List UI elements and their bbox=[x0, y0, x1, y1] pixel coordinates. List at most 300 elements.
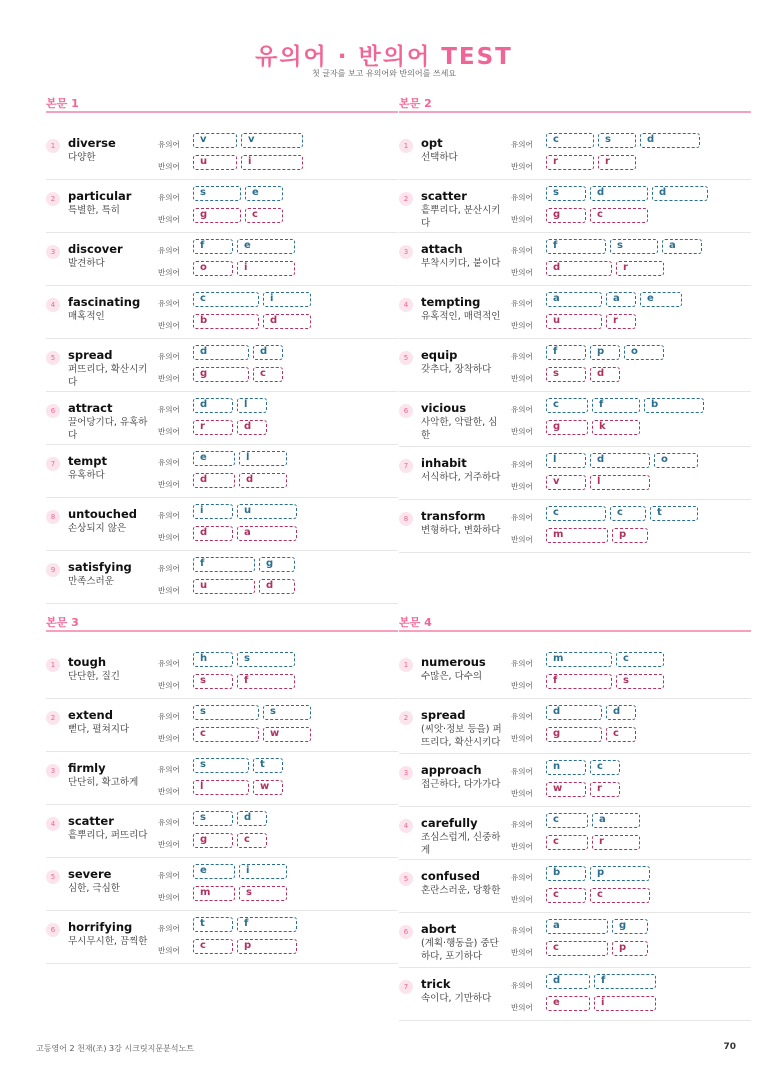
antonym-label: 반의어 bbox=[158, 480, 180, 489]
vocab-meaning: 서식하다, 거주하다 bbox=[421, 472, 501, 483]
synonym-answer-box[interactable]: a bbox=[546, 919, 608, 934]
antonym-label: 반의어 bbox=[158, 787, 180, 796]
antonym-answer-box[interactable]: d bbox=[193, 473, 235, 488]
synonym-answer-box[interactable]: a bbox=[592, 813, 640, 828]
antonym-label: 반의어 bbox=[511, 734, 533, 743]
antonym-answer-box[interactable]: u bbox=[193, 579, 255, 594]
synonym-answer-box[interactable]: a bbox=[606, 292, 636, 307]
antonym-answer-box[interactable]: r bbox=[616, 261, 664, 276]
synonym-answer-box[interactable]: i bbox=[239, 864, 287, 879]
synonym-label: 유의어 bbox=[511, 820, 533, 829]
antonym-answer-box[interactable]: f bbox=[237, 674, 295, 689]
synonym-answer-box[interactable]: l bbox=[546, 453, 586, 468]
antonym-boxes bbox=[546, 420, 640, 435]
synonym-label: 유의어 bbox=[511, 712, 533, 721]
synonym-boxes bbox=[193, 705, 311, 720]
antonym-answer-box[interactable]: r bbox=[598, 155, 636, 170]
page-number: 70 bbox=[723, 1042, 736, 1052]
antonym-answer-box[interactable]: c bbox=[546, 941, 608, 956]
antonym-boxes bbox=[193, 473, 287, 488]
section-title: 본문 2 bbox=[399, 97, 432, 110]
vocab-word: scatter bbox=[421, 189, 467, 203]
antonym-answer-box[interactable]: r bbox=[606, 314, 636, 329]
vocab-row bbox=[46, 180, 398, 233]
antonym-answer-box[interactable]: d bbox=[263, 314, 311, 329]
antonym-answer-box[interactable]: r bbox=[590, 782, 620, 797]
synonym-answer-box[interactable]: t bbox=[650, 506, 698, 521]
antonym-answer-box[interactable]: c bbox=[546, 835, 588, 850]
antonym-answer-box[interactable]: b bbox=[193, 314, 259, 329]
synonym-answer-box[interactable]: c bbox=[610, 506, 646, 521]
antonym-answer-box[interactable]: w bbox=[546, 782, 586, 797]
vocab-meaning: (계획·행동을) 중단하다, 포기하다 bbox=[421, 938, 499, 962]
antonym-answer-box[interactable]: g bbox=[193, 208, 241, 223]
synonym-answer-box[interactable]: c bbox=[546, 398, 588, 413]
item-number-badge: 5 bbox=[46, 351, 60, 365]
item-number-badge: 6 bbox=[399, 925, 413, 939]
item-number-badge: 6 bbox=[399, 404, 413, 418]
vocab-row bbox=[46, 551, 398, 604]
item-number-badge: 6 bbox=[46, 404, 60, 418]
antonym-answer-box[interactable]: r bbox=[546, 155, 594, 170]
synonym-label: 유의어 bbox=[158, 193, 180, 202]
antonym-answer-box[interactable]: d bbox=[546, 261, 612, 276]
vocab-word: diverse bbox=[68, 136, 116, 150]
synonym-label: 유의어 bbox=[158, 511, 180, 520]
vocab-word: inhabit bbox=[421, 456, 467, 470]
synonym-answer-box[interactable]: d bbox=[606, 705, 636, 720]
section-title: 본문 3 bbox=[46, 616, 79, 629]
antonym-label: 반의어 bbox=[158, 268, 180, 277]
synonym-answer-box[interactable]: d bbox=[193, 398, 233, 413]
synonym-answer-box[interactable]: g bbox=[612, 919, 648, 934]
vocab-word: attract bbox=[68, 401, 113, 415]
antonym-answer-box[interactable]: s bbox=[239, 886, 287, 901]
antonym-answer-box[interactable]: v bbox=[546, 475, 586, 490]
vocab-word: discover bbox=[68, 242, 123, 256]
vocab-meaning: 속이다, 기만하다 bbox=[421, 993, 492, 1004]
synonym-label: 유의어 bbox=[511, 513, 533, 522]
synonym-boxes bbox=[546, 652, 664, 667]
antonym-label: 반의어 bbox=[511, 948, 533, 957]
vocab-meaning: 흩뿌리다, 퍼뜨리다 bbox=[68, 830, 148, 841]
title-text: 유의어 · 반의어 TEST bbox=[255, 44, 513, 70]
antonym-answer-box[interactable]: a bbox=[237, 526, 297, 541]
antonym-boxes bbox=[546, 835, 640, 850]
synonym-answer-box[interactable]: e bbox=[245, 186, 283, 201]
synonym-answer-box[interactable]: l bbox=[239, 451, 287, 466]
synonym-answer-box[interactable]: f bbox=[546, 239, 606, 254]
vocab-word: spread bbox=[68, 348, 113, 362]
synonym-answer-box[interactable]: d bbox=[652, 186, 708, 201]
item-number-badge: 7 bbox=[46, 457, 60, 471]
antonym-boxes bbox=[546, 367, 620, 382]
vocab-row bbox=[399, 646, 751, 699]
item-number-badge: 5 bbox=[399, 872, 413, 886]
antonym-answer-box[interactable]: c bbox=[606, 727, 636, 742]
antonym-answer-box[interactable]: l bbox=[590, 475, 650, 490]
vocab-meaning: 혼란스러운, 당황한 bbox=[421, 885, 501, 896]
synonym-answer-box[interactable]: v bbox=[241, 133, 303, 148]
synonym-boxes bbox=[546, 919, 648, 934]
antonym-answer-box[interactable]: g bbox=[193, 833, 233, 848]
antonym-boxes bbox=[193, 674, 295, 689]
vocab-meaning: 뻗다, 펼쳐지다 bbox=[68, 724, 130, 735]
vocab-meaning: 단단히, 확고하게 bbox=[68, 777, 139, 788]
synonym-boxes bbox=[546, 398, 704, 413]
synonym-label: 유의어 bbox=[158, 765, 180, 774]
synonym-label: 유의어 bbox=[158, 299, 180, 308]
section-divider bbox=[46, 630, 398, 632]
synonym-answer-box[interactable]: h bbox=[193, 652, 233, 667]
antonym-answer-box[interactable]: d bbox=[590, 367, 620, 382]
antonym-answer-box[interactable]: u bbox=[193, 155, 237, 170]
synonym-label: 유의어 bbox=[511, 405, 533, 414]
antonym-answer-box[interactable]: c bbox=[590, 888, 650, 903]
vocab-word: attach bbox=[421, 242, 463, 256]
item-number-badge: 5 bbox=[46, 870, 60, 884]
synonym-label: 유의어 bbox=[158, 712, 180, 721]
item-number-badge: 4 bbox=[46, 817, 60, 831]
antonym-label: 반의어 bbox=[511, 1003, 533, 1012]
synonym-answer-box[interactable]: c bbox=[546, 813, 588, 828]
vocab-row bbox=[46, 392, 398, 445]
vocab-row bbox=[46, 233, 398, 286]
vocab-word: spread bbox=[421, 708, 466, 722]
antonym-answer-box[interactable]: g bbox=[546, 727, 602, 742]
synonym-answer-box[interactable]: d bbox=[237, 811, 267, 826]
antonym-answer-box[interactable]: o bbox=[193, 261, 233, 276]
vocab-meaning: 접근하다, 다가가다 bbox=[421, 779, 501, 790]
vocab-word: particular bbox=[68, 189, 132, 203]
vocab-meaning: 매혹적인 bbox=[68, 311, 105, 322]
synonym-answer-box[interactable]: b bbox=[546, 866, 586, 881]
synonym-answer-box[interactable]: d bbox=[590, 186, 648, 201]
synonym-answer-box[interactable]: u bbox=[237, 504, 297, 519]
vocab-row bbox=[46, 699, 398, 752]
synonym-answer-box[interactable]: e bbox=[237, 239, 295, 254]
section-divider bbox=[46, 111, 398, 113]
antonym-label: 반의어 bbox=[158, 427, 180, 436]
antonym-boxes bbox=[546, 475, 650, 490]
synonym-answer-box[interactable]: s bbox=[237, 652, 295, 667]
vocab-word: untouched bbox=[68, 507, 137, 521]
section-divider bbox=[399, 630, 751, 632]
synonym-answer-box[interactable]: f bbox=[594, 974, 656, 989]
antonym-answer-box[interactable]: c bbox=[253, 367, 283, 382]
section-spacer bbox=[46, 632, 398, 646]
synonym-label: 유의어 bbox=[511, 193, 533, 202]
vocab-meaning: 유혹적인, 매력적인 bbox=[421, 311, 501, 322]
antonym-label: 반의어 bbox=[511, 427, 533, 436]
synonym-answer-box[interactable]: l bbox=[237, 398, 267, 413]
vocab-row bbox=[399, 699, 751, 754]
vocab-word: scatter bbox=[68, 814, 114, 828]
section-spacer bbox=[399, 113, 751, 127]
antonym-boxes bbox=[193, 208, 283, 223]
synonym-answer-box[interactable]: e bbox=[640, 292, 682, 307]
vocab-row bbox=[399, 233, 751, 286]
synonym-answer-box[interactable]: o bbox=[654, 453, 698, 468]
synonym-answer-box[interactable]: p bbox=[590, 345, 620, 360]
item-number-badge: 2 bbox=[399, 711, 413, 725]
antonym-answer-box[interactable]: c bbox=[193, 939, 233, 954]
synonym-answer-box[interactable]: g bbox=[259, 557, 295, 572]
antonym-answer-box[interactable]: w bbox=[263, 727, 311, 742]
synonym-answer-box[interactable]: d bbox=[590, 453, 650, 468]
antonym-answer-box[interactable]: c bbox=[245, 208, 283, 223]
synonym-answer-box[interactable]: d bbox=[193, 345, 249, 360]
antonym-answer-box[interactable]: d bbox=[259, 579, 295, 594]
antonym-answer-box[interactable]: f bbox=[546, 674, 612, 689]
synonym-answer-box[interactable]: f bbox=[237, 917, 297, 932]
synonym-label: 유의어 bbox=[511, 140, 533, 149]
vocab-meaning: 조심스럽게, 신중하게 bbox=[421, 832, 501, 856]
section-divider bbox=[399, 111, 751, 113]
antonym-boxes bbox=[546, 782, 620, 797]
antonym-answer-box[interactable]: r bbox=[592, 835, 640, 850]
synonym-label: 유의어 bbox=[158, 458, 180, 467]
synonym-label: 유의어 bbox=[511, 460, 533, 469]
vocab-row bbox=[46, 498, 398, 551]
synonym-boxes bbox=[546, 974, 656, 989]
item-number-badge: 7 bbox=[399, 980, 413, 994]
antonym-answer-box[interactable]: m bbox=[193, 886, 235, 901]
synonym-answer-box[interactable]: p bbox=[590, 866, 650, 881]
item-number-badge: 2 bbox=[46, 711, 60, 725]
antonym-boxes bbox=[546, 208, 648, 223]
synonym-boxes bbox=[546, 292, 682, 307]
synonym-answer-box[interactable]: s bbox=[546, 186, 586, 201]
antonym-answer-box[interactable]: g bbox=[546, 208, 586, 223]
vocab-meaning: 무시무시한, 끔찍한 bbox=[68, 936, 148, 947]
footer-book-title: 고등영어 2 천재(조) 3강 시크릿지문분석노트 bbox=[36, 1044, 194, 1053]
vocab-row bbox=[46, 805, 398, 858]
vocab-word: firmly bbox=[68, 761, 106, 775]
synonym-boxes bbox=[193, 917, 297, 932]
antonym-answer-box[interactable]: g bbox=[193, 367, 249, 382]
synonym-answer-box[interactable]: d bbox=[253, 345, 283, 360]
synonym-answer-box[interactable]: a bbox=[662, 239, 702, 254]
synonym-answer-box[interactable]: m bbox=[546, 652, 612, 667]
antonym-answer-box[interactable]: s bbox=[546, 367, 586, 382]
antonym-boxes bbox=[193, 155, 303, 170]
antonym-answer-box[interactable]: c bbox=[237, 833, 267, 848]
synonym-answer-box[interactable]: i bbox=[193, 504, 233, 519]
antonym-boxes bbox=[193, 420, 267, 435]
synonym-answer-box[interactable]: v bbox=[193, 133, 237, 148]
vocab-word: horrifying bbox=[68, 920, 133, 934]
synonym-answer-box[interactable]: f bbox=[546, 345, 586, 360]
synonym-boxes bbox=[193, 504, 297, 519]
vocab-row bbox=[46, 646, 398, 699]
vocab-meaning: 끌어당기다, 유혹하다 bbox=[68, 417, 148, 441]
item-number-badge: 7 bbox=[399, 459, 413, 473]
vocab-word: abort bbox=[421, 922, 457, 936]
antonym-answer-box[interactable]: w bbox=[253, 780, 283, 795]
vocab-meaning: 단단한, 질긴 bbox=[68, 671, 120, 682]
vocab-meaning: 변형하다, 변화하다 bbox=[421, 525, 501, 536]
antonym-answer-box[interactable]: c bbox=[546, 888, 586, 903]
antonym-answer-box[interactable]: m bbox=[546, 528, 608, 543]
synonym-answer-box[interactable]: s bbox=[193, 705, 259, 720]
vocab-meaning: 발견하다 bbox=[68, 258, 105, 269]
antonym-answer-box[interactable]: c bbox=[590, 208, 648, 223]
antonym-label: 반의어 bbox=[158, 374, 180, 383]
antonym-label: 반의어 bbox=[511, 482, 533, 491]
vocab-row bbox=[399, 392, 751, 447]
antonym-answer-box[interactable]: p bbox=[612, 528, 648, 543]
vocab-row bbox=[46, 858, 398, 911]
antonym-answer-box[interactable]: i bbox=[241, 155, 303, 170]
synonym-boxes bbox=[546, 760, 620, 775]
synonym-boxes bbox=[546, 133, 700, 148]
antonym-boxes bbox=[546, 996, 656, 1011]
antonym-label: 반의어 bbox=[158, 586, 180, 595]
synonym-answer-box[interactable]: e bbox=[193, 864, 235, 879]
vocab-row bbox=[46, 752, 398, 805]
antonym-label: 반의어 bbox=[511, 842, 533, 851]
antonym-answer-box[interactable]: r bbox=[193, 420, 233, 435]
synonym-answer-box[interactable]: i bbox=[263, 292, 311, 307]
vocab-meaning: 선택하다 bbox=[421, 152, 458, 163]
page-title bbox=[0, 38, 768, 71]
synonym-answer-box[interactable]: s bbox=[610, 239, 658, 254]
item-number-badge: 9 bbox=[46, 563, 60, 577]
synonym-answer-box[interactable]: t bbox=[253, 758, 283, 773]
synonym-answer-box[interactable]: o bbox=[624, 345, 664, 360]
synonym-answer-box[interactable]: c bbox=[546, 133, 594, 148]
synonym-label: 유의어 bbox=[511, 926, 533, 935]
vocab-meaning: 만족스러운 bbox=[68, 576, 114, 587]
vocab-row bbox=[399, 860, 751, 913]
antonym-answer-box[interactable]: d bbox=[237, 420, 267, 435]
synonym-answer-box[interactable]: d bbox=[546, 974, 590, 989]
antonym-label: 반의어 bbox=[158, 681, 180, 690]
synonym-answer-box[interactable]: c bbox=[616, 652, 664, 667]
antonym-label: 반의어 bbox=[511, 895, 533, 904]
section-spacer bbox=[399, 632, 751, 646]
synonym-answer-box[interactable]: s bbox=[263, 705, 311, 720]
antonym-label: 반의어 bbox=[158, 734, 180, 743]
vocab-row bbox=[399, 127, 751, 180]
antonym-label: 반의어 bbox=[158, 215, 180, 224]
synonym-label: 유의어 bbox=[158, 405, 180, 414]
vocab-row bbox=[46, 286, 398, 339]
synonym-answer-box[interactable]: b bbox=[644, 398, 704, 413]
antonym-boxes bbox=[546, 261, 664, 276]
item-number-badge: 1 bbox=[46, 139, 60, 153]
vocab-word: carefully bbox=[421, 816, 478, 830]
synonym-answer-box[interactable]: s bbox=[193, 758, 249, 773]
synonym-answer-box[interactable]: d bbox=[546, 705, 602, 720]
antonym-boxes bbox=[546, 155, 636, 170]
synonym-answer-box[interactable]: d bbox=[640, 133, 700, 148]
item-number-badge: 4 bbox=[46, 298, 60, 312]
synonym-answer-box[interactable]: f bbox=[193, 239, 233, 254]
synonym-answer-box[interactable]: c bbox=[546, 506, 606, 521]
antonym-label: 반의어 bbox=[511, 215, 533, 224]
synonym-answer-box[interactable]: t bbox=[193, 917, 233, 932]
antonym-boxes bbox=[193, 367, 283, 382]
antonym-answer-box[interactable]: u bbox=[546, 314, 602, 329]
item-number-badge: 1 bbox=[399, 658, 413, 672]
vocab-row bbox=[46, 911, 398, 964]
vocab-word: confused bbox=[421, 869, 480, 883]
antonym-answer-box[interactable]: e bbox=[546, 996, 590, 1011]
item-number-badge: 2 bbox=[46, 192, 60, 206]
section-3 bbox=[46, 614, 398, 964]
synonym-boxes bbox=[193, 811, 267, 826]
synonym-answer-box[interactable]: a bbox=[546, 292, 602, 307]
antonym-answer-box[interactable]: p bbox=[237, 939, 297, 954]
synonym-answer-box[interactable]: c bbox=[590, 760, 620, 775]
vocab-word: vicious bbox=[421, 401, 467, 415]
synonym-boxes bbox=[193, 239, 295, 254]
antonym-label: 반의어 bbox=[511, 162, 533, 171]
synonym-answer-box[interactable]: n bbox=[546, 760, 586, 775]
antonym-answer-box[interactable]: k bbox=[592, 420, 640, 435]
antonym-answer-box[interactable]: s bbox=[616, 674, 664, 689]
antonym-label: 반의어 bbox=[158, 893, 180, 902]
vocab-word: tough bbox=[68, 655, 107, 669]
antonym-label: 반의어 bbox=[511, 681, 533, 690]
antonym-boxes bbox=[193, 727, 311, 742]
antonym-boxes bbox=[546, 888, 650, 903]
item-number-badge: 3 bbox=[399, 766, 413, 780]
synonym-answer-box[interactable]: s bbox=[193, 186, 241, 201]
antonym-answer-box[interactable]: i bbox=[237, 261, 295, 276]
vocab-word: numerous bbox=[421, 655, 486, 669]
synonym-answer-box[interactable]: s bbox=[598, 133, 636, 148]
vocab-word: fascinating bbox=[68, 295, 141, 309]
item-number-badge: 3 bbox=[46, 764, 60, 778]
antonym-answer-box[interactable]: g bbox=[546, 420, 588, 435]
antonym-answer-box[interactable]: d bbox=[193, 526, 233, 541]
synonym-answer-box[interactable]: f bbox=[193, 557, 255, 572]
antonym-answer-box[interactable]: s bbox=[193, 674, 233, 689]
antonym-answer-box[interactable]: d bbox=[239, 473, 287, 488]
vocab-word: transform bbox=[421, 509, 486, 523]
antonym-answer-box[interactable]: i bbox=[594, 996, 656, 1011]
synonym-answer-box[interactable]: f bbox=[592, 398, 640, 413]
synonym-boxes bbox=[193, 292, 311, 307]
section-title: 본문 4 bbox=[399, 616, 432, 629]
synonym-boxes bbox=[193, 652, 295, 667]
synonym-label: 유의어 bbox=[158, 818, 180, 827]
section-2 bbox=[399, 95, 751, 553]
vocab-row bbox=[399, 447, 751, 500]
item-number-badge: 3 bbox=[46, 245, 60, 259]
antonym-boxes bbox=[546, 314, 636, 329]
section-1 bbox=[46, 95, 398, 604]
vocab-word: opt bbox=[421, 136, 443, 150]
vocab-meaning: 갖추다, 장착하다 bbox=[421, 364, 492, 375]
antonym-answer-box[interactable]: l bbox=[193, 780, 249, 795]
vocab-row bbox=[399, 500, 751, 553]
synonym-answer-box[interactable]: e bbox=[193, 451, 235, 466]
synonym-answer-box[interactable]: c bbox=[193, 292, 259, 307]
antonym-label: 반의어 bbox=[511, 789, 533, 798]
synonym-answer-box[interactable]: s bbox=[193, 811, 233, 826]
antonym-boxes bbox=[193, 579, 295, 594]
antonym-answer-box[interactable]: p bbox=[612, 941, 648, 956]
synonym-boxes bbox=[193, 133, 303, 148]
antonym-label: 반의어 bbox=[511, 374, 533, 383]
antonym-answer-box[interactable]: c bbox=[193, 727, 259, 742]
antonym-boxes bbox=[193, 261, 295, 276]
antonym-boxes bbox=[546, 674, 664, 689]
